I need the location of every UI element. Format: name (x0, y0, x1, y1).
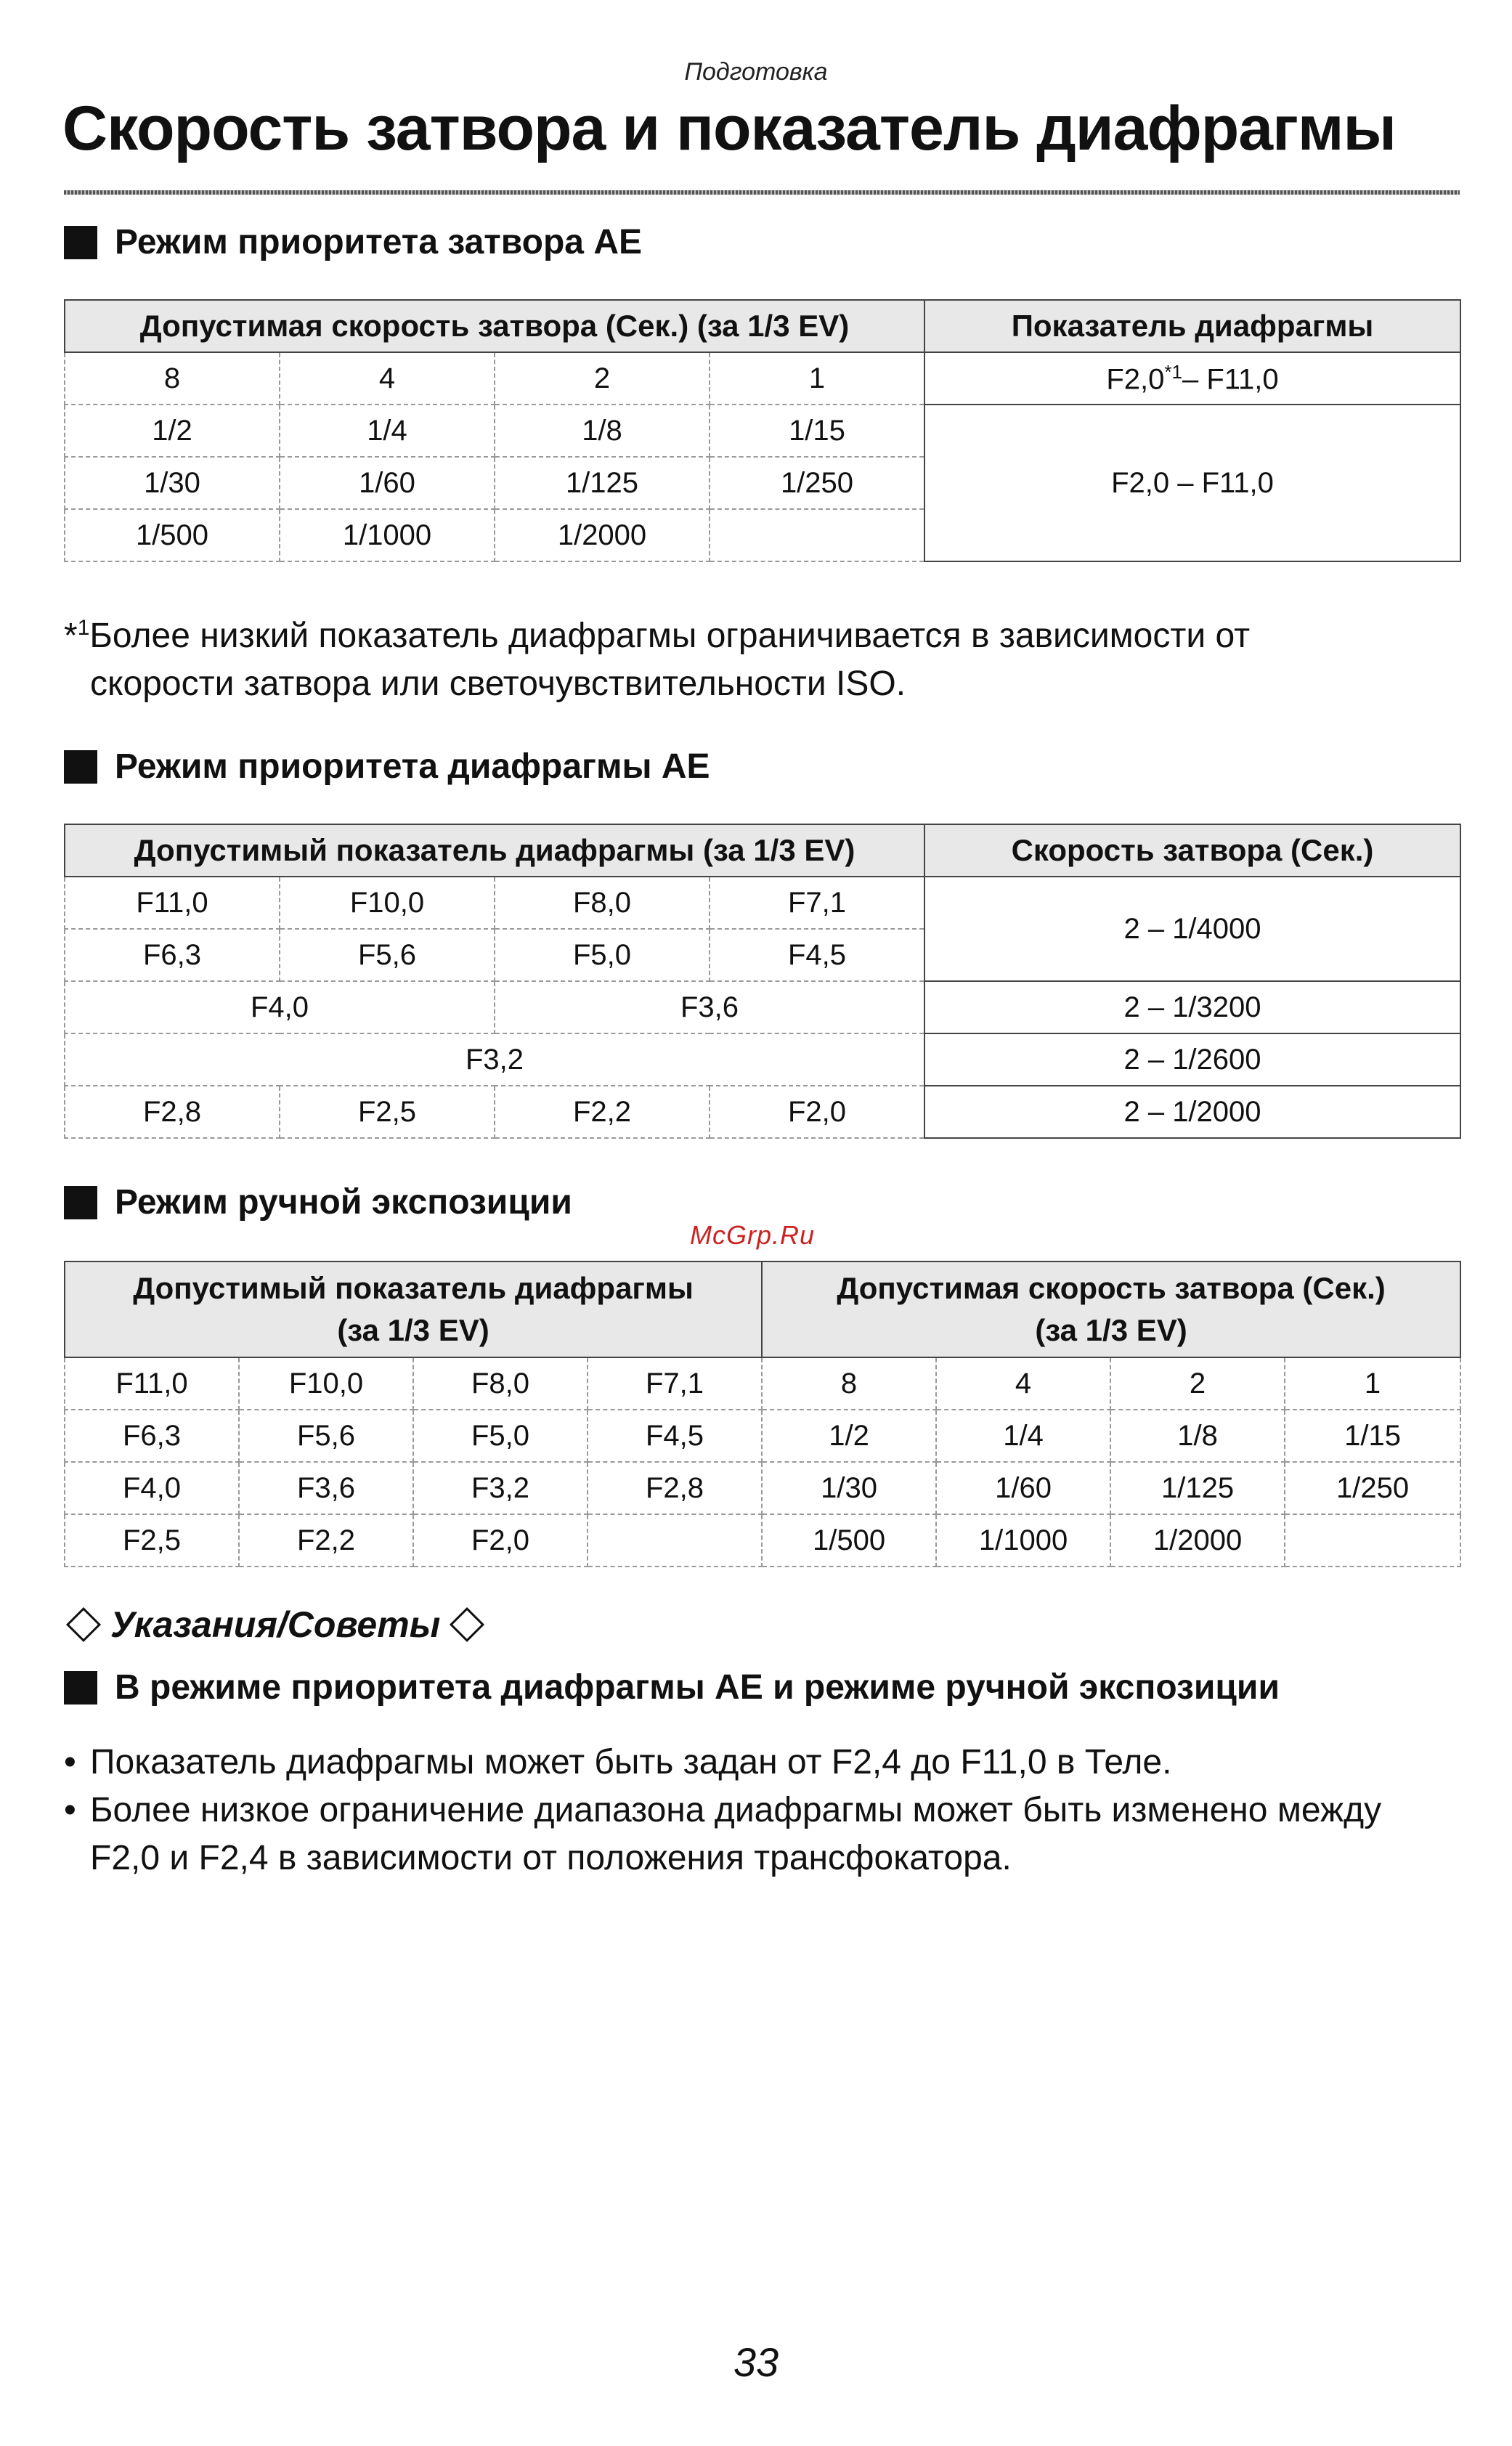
footnote-line: скорости затвора или светочувствительности ISO. (90, 665, 906, 703)
section-heading-manual (64, 1182, 572, 1222)
table-cell: F2,5 (65, 1514, 239, 1567)
table-cell: F5,6 (239, 1410, 413, 1462)
table-cell: 1/500 (65, 509, 280, 561)
table-cell: F8,0 (495, 877, 710, 929)
table-cell-aperture-range: F2,0 – F11,0 (924, 405, 1460, 561)
table-cell: 1/2 (65, 405, 280, 457)
table-cell: 4 (936, 1357, 1110, 1410)
table-cell: F3,6 (239, 1462, 413, 1514)
table-cell-shutter-range: 2 – 1/4000 (924, 877, 1460, 981)
table-header-cell: Скорость затвора (Сек.) (924, 824, 1460, 877)
aperture-max: – F11,0 (1182, 363, 1279, 396)
table-cell: 1/2 (762, 1410, 936, 1462)
section-bullet-icon (64, 1186, 97, 1219)
table-cell: 1/250 (710, 457, 924, 509)
table-row (65, 981, 1460, 1033)
table-cell: 1/15 (710, 405, 924, 457)
section-heading-text: Режим приоритета диафрагмы AE (115, 747, 710, 786)
table-cell: 1/30 (762, 1462, 936, 1514)
diamond-icon (66, 1607, 101, 1642)
table-cell: F2,8 (588, 1462, 762, 1514)
table-cell: 1/4 (280, 405, 495, 457)
table-cell: F2,8 (65, 1086, 280, 1138)
table-cell (710, 509, 924, 561)
table-cell: 1 (1285, 1357, 1460, 1410)
table-cell: 4 (280, 352, 495, 405)
table-row (65, 1033, 1460, 1086)
table-cell: 1/1000 (280, 509, 495, 561)
table-cell: F11,0 (65, 877, 280, 929)
page-number: 33 (733, 2339, 779, 2385)
table-cell: 8 (65, 352, 280, 405)
table-cell: 1/2000 (1110, 1514, 1285, 1567)
table-cell: F7,1 (710, 877, 924, 929)
section-heading-text: Режим ручной экспозиции (115, 1183, 572, 1222)
running-head: Подготовка (684, 58, 828, 86)
table-header-cell: Допустимый показатель диафрагмы (за 1/3 EV) (65, 824, 924, 877)
section-bullet-icon (64, 750, 97, 784)
table-cell: 1/1000 (936, 1514, 1110, 1567)
table-cell (1285, 1514, 1460, 1567)
header-line: (за 1/3 EV) (1035, 1313, 1187, 1347)
table-cell: 8 (762, 1357, 936, 1410)
table-cell: 1 (710, 352, 924, 405)
table-cell: 1/125 (1110, 1462, 1285, 1514)
section-heading-aperture-priority (64, 747, 710, 787)
table-cell: F5,0 (413, 1410, 588, 1462)
table-cell: F5,0 (495, 929, 710, 981)
title-divider (64, 190, 1460, 195)
table-cell: F5,6 (280, 929, 495, 981)
table-cell: F4,5 (588, 1410, 762, 1462)
table-header-cell: Показатель диафрагмы (924, 300, 1460, 352)
table-cell: 1/2000 (495, 509, 710, 561)
table-header-cell (65, 1261, 762, 1357)
table-cell: F4,0 (65, 981, 495, 1033)
table-header-cell (762, 1261, 1460, 1357)
table-cell: F2,5 (280, 1086, 495, 1138)
tips-heading-text: Указания/Советы (110, 1604, 441, 1645)
shutter-priority-table (64, 299, 1461, 562)
section-heading-text: Режим приоритета затвора AE (115, 223, 642, 261)
table-cell-shutter-range: 2 – 1/2600 (924, 1033, 1460, 1086)
aperture-min: F2,0 (1106, 363, 1165, 396)
table-header-row (65, 1261, 1460, 1357)
table-cell: 1/60 (280, 457, 495, 509)
page-title: Скорость затвора и показатель диафрагмы (62, 94, 1396, 163)
table-cell: 1/250 (1285, 1462, 1460, 1514)
table-cell: 1/15 (1285, 1410, 1460, 1462)
table-cell: F2,0 (710, 1086, 924, 1138)
table-cell: F2,2 (495, 1086, 710, 1138)
table-header-cell: Допустимая скорость затвора (Сек.) (за 1/3 EV) (65, 300, 924, 352)
table-cell: 1/60 (936, 1462, 1110, 1514)
tips-heading (64, 1604, 494, 1646)
header-line: Допустимая скорость затвора (Сек.) (837, 1271, 1386, 1305)
tips-list (64, 1739, 1444, 1882)
table-cell-shutter-range: 2 – 1/3200 (924, 981, 1460, 1033)
table-cell: 1/8 (1110, 1410, 1285, 1462)
section-bullet-icon (64, 226, 97, 259)
header-line: Допустимый показатель диафрагмы (133, 1271, 694, 1305)
footnote (64, 604, 1444, 708)
table-row (65, 1086, 1460, 1138)
section-bullet-icon (64, 1671, 97, 1705)
table-cell: F4,5 (710, 929, 924, 981)
table-header-row (65, 300, 1460, 352)
table-row (65, 405, 1460, 457)
table-cell (588, 1514, 762, 1567)
diamond-icon (450, 1607, 484, 1642)
footnote-marker: *1 (1164, 360, 1182, 383)
watermark: McGrp.Ru (690, 1220, 816, 1250)
table-cell: F6,3 (65, 929, 280, 981)
table-cell: 1/500 (762, 1514, 936, 1567)
aperture-priority-table (64, 824, 1461, 1139)
table-cell: F11,0 (65, 1357, 239, 1410)
section-heading-shutter-priority (64, 222, 642, 262)
table-header-row (65, 824, 1460, 877)
table-cell: 1/8 (495, 405, 710, 457)
footnote-line (64, 604, 1444, 660)
table-cell: F4,0 (65, 1462, 239, 1514)
manual-exposure-table (64, 1261, 1461, 1567)
table-cell: 1/4 (936, 1410, 1110, 1462)
table-cell: 2 (495, 352, 710, 405)
table-cell: 2 (1110, 1357, 1285, 1410)
table-cell: F3,6 (495, 981, 924, 1033)
list-item: • Показатель диафрагмы может быть задан от F2,4 до F11,0 в Теле. (64, 1739, 1444, 1787)
table-cell: F7,1 (588, 1357, 762, 1410)
table-cell-shutter-range: 2 – 1/2000 (924, 1086, 1460, 1138)
footnote-marker: * (64, 617, 78, 655)
table-cell: 1/30 (65, 457, 280, 509)
table-row (65, 1462, 1460, 1514)
footnote-marker-number: 1 (77, 616, 90, 640)
tips-subheading (64, 1667, 1280, 1707)
tips-subheading-text: В режиме приоритета диафрагмы AE и режиме ручной экспозиции (115, 1668, 1280, 1707)
table-row (65, 1514, 1460, 1567)
table-row (65, 877, 1460, 929)
table-cell: F6,3 (65, 1410, 239, 1462)
table-row (65, 352, 1460, 405)
table-row (65, 1357, 1460, 1410)
table-row (65, 1410, 1460, 1462)
table-cell: F8,0 (413, 1357, 588, 1410)
table-cell: F10,0 (239, 1357, 413, 1410)
list-item: • Более низкое ограничение диапазона диафрагмы может быть изменено между F2,0 и F2,4 в зависимости от положения трансфокатора. (64, 1787, 1444, 1882)
table-cell: F3,2 (65, 1033, 924, 1086)
header-line: (за 1/3 EV) (337, 1313, 489, 1347)
table-cell: F2,2 (239, 1514, 413, 1567)
table-cell: F2,0 (413, 1514, 588, 1567)
footnote-text: Более низкий показатель диафрагмы ограничивается в зависимости от (89, 617, 1251, 655)
table-cell: F10,0 (280, 877, 495, 929)
table-cell: F3,2 (413, 1462, 588, 1514)
table-cell-aperture-range (924, 352, 1460, 405)
table-cell: 1/125 (495, 457, 710, 509)
